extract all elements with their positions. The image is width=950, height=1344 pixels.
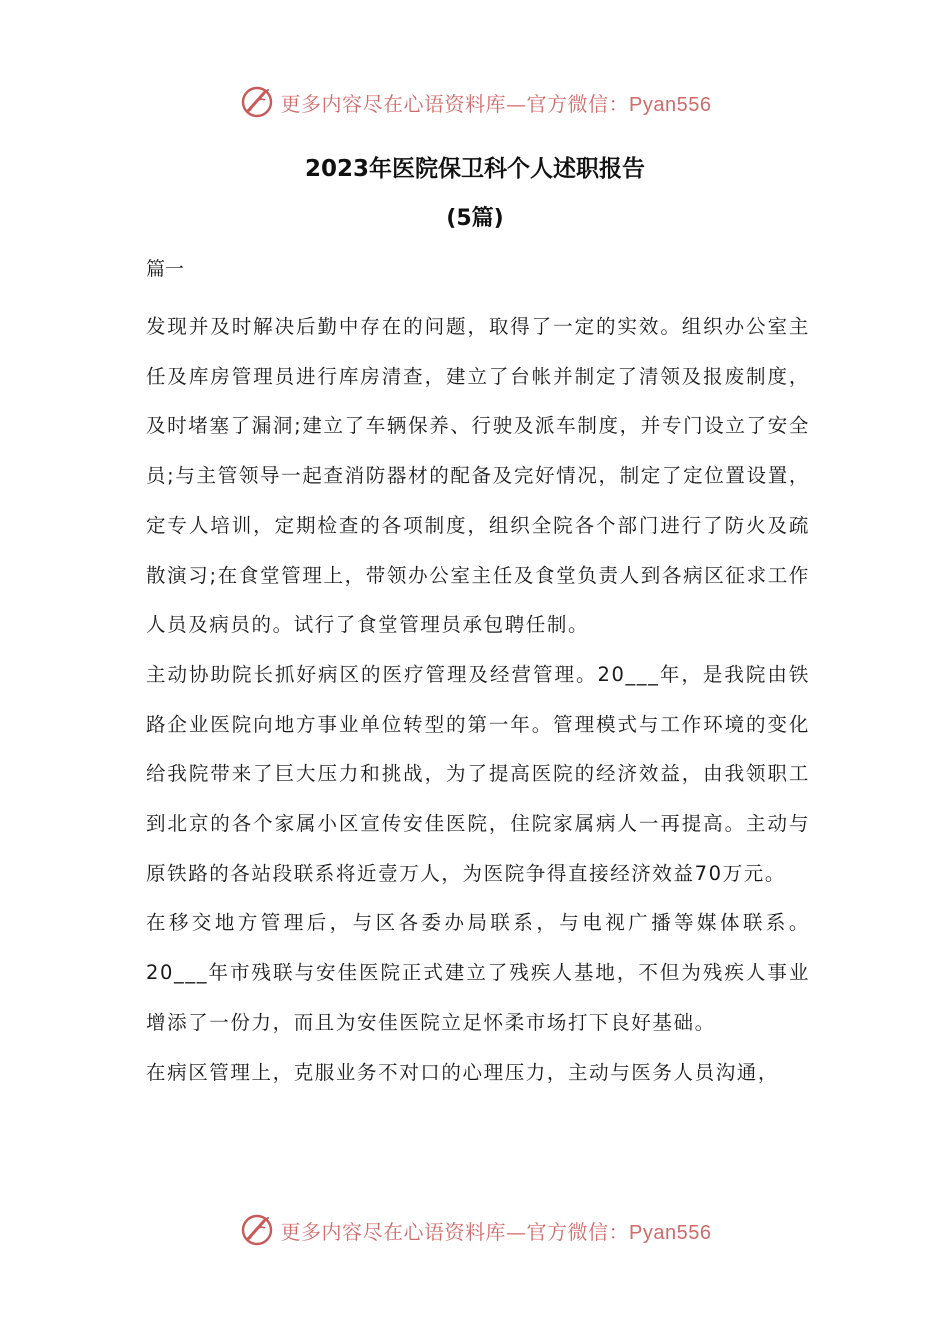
paragraph-4: 在病区管理上，克服业务不对口的心理压力，主动与医务人员沟通， xyxy=(146,1060,780,1084)
document-title: 2023年医院保卫科个人述职报告 xyxy=(304,156,645,182)
paragraph-2: 主动协助院长抓好病区的医疗管理及经营管理。20___年，是我院由铁路企业医院向地方事业单位转型的第一年。管理模式与工作环境的变化给我院带来了巨大压力和挑战，为了提高医院的经济效益，由我领职工到北京的各个家属小区宣传安佳医院，住院家属病人一再提高。主动与原铁路的各站段联系将近壹万人，为医院争得直接经济效益70万元。 xyxy=(146,662,810,885)
pen-logo-icon xyxy=(239,1212,275,1248)
watermark-text: 更多内容尽在心语资料库—官方微信：Pyan556 xyxy=(280,1219,712,1244)
paragraph-1: 发现并及时解决后勤中存在的问题，取得了一定的实效。组织办公室主任及库房管理员进行库房清查，建立了台帐并制定了清领及报废制度，及时堵塞了漏洞;建立了车辆保养、行驶及派车制度，并专门设立了安全员;与主管领导一起查消防器材的配备及完好情况，制定了定位置设置，定专人培训，定期检查的各项制度，组织全院各个部门进行了防火及疏散演习;在食堂管理上，带领办公室主任及食堂负责人到各病区征求工作人员及病员的。试行了食堂管理员承包聘任制。 xyxy=(146,315,810,637)
watermark-text: 更多内容尽在心语资料库—官方微信：Pyan556 xyxy=(280,91,712,116)
watermark-group xyxy=(239,84,712,120)
pen-logo-icon xyxy=(239,84,275,120)
watermark-footer xyxy=(0,1210,950,1250)
watermark-wechat-id: Pyan556 xyxy=(629,1221,712,1244)
watermark-wechat-id: Pyan556 xyxy=(629,93,712,116)
document-subtitle: (5篇) xyxy=(446,206,504,231)
paragraph-3: 在移交地方管理后，与区各委办局联系，与电视广播等媒体联系。20___年市残联与安佳医院正式建立了残疾人基地，不但为残疾人事业增添了一份力，而且为安佳医院立足怀柔市场打下良好基础。 xyxy=(146,911,810,1034)
watermark-header xyxy=(0,82,950,122)
document-body xyxy=(146,302,810,1097)
section-heading: 篇一 xyxy=(146,258,185,280)
watermark-group xyxy=(239,1212,712,1248)
